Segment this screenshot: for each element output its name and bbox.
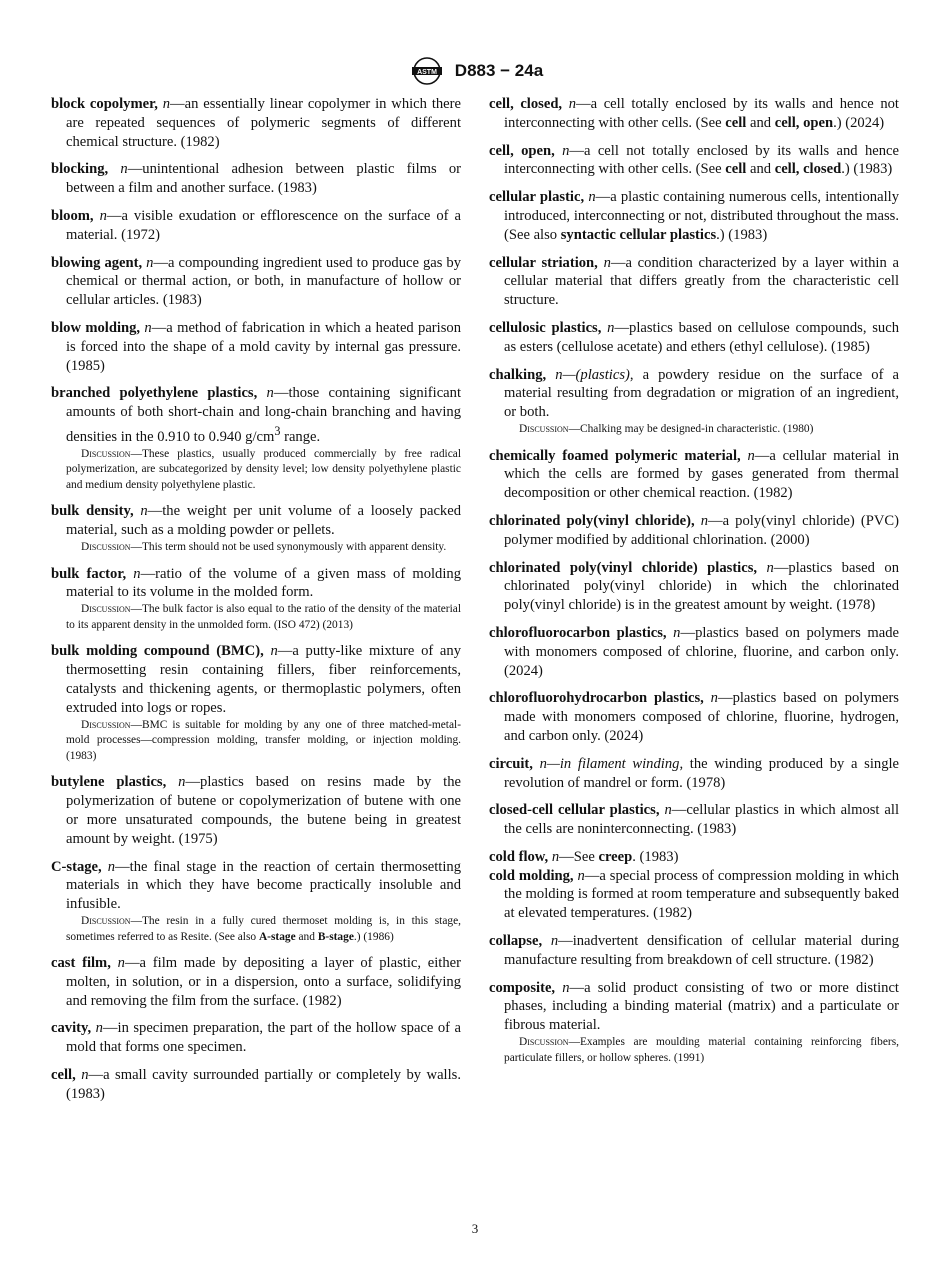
entry-definition: —plastics based on cellulose compounds, such as esters (cellulose acetate) and ethers (ethyl cellulose). (1985) [504,319,899,355]
glossary-entry [489,755,899,793]
glossary-entry [51,95,461,151]
discussion-note [66,540,461,556]
entry-term: collapse, [489,933,543,950]
glossary-entry [489,188,899,244]
entry-term: bulk density, [51,503,134,520]
part-of-speech: n [178,774,186,791]
entry-definition: —a cellular material in which the cells are formed by gases generated from thermal decomposition or other chemical reaction. (1982) [504,447,899,502]
entry-definition-cont: and [746,161,775,178]
discussion-text: .) (1986) [353,930,394,943]
glossary-entry [51,319,461,375]
entry-definition: —a poly(vinyl chloride) (PVC) polymer modified by additional chlorination. (2000) [504,512,899,548]
entry-term: blocking, [51,161,109,178]
document-designation: D883 − 24a [454,61,544,80]
entry-definition: —a cell totally enclosed by its walls and hence not interconnecting with other cells. (See [504,96,899,131]
discussion-text: —Chalking may be designed-in characteristic. (1980) [568,422,814,435]
entry-definition-cont: and [746,114,775,131]
glossary-entry [51,858,461,946]
part-of-speech: n [539,755,547,772]
part-of-speech: n [550,933,559,950]
discussion-note [66,914,461,945]
entry-definition: —plastics based on polymers made with monomers composed of chlorine, fluorine, and carbon only. (2024) [504,624,900,679]
entry-term: bloom, [51,207,94,224]
entry-definition: —plastics based on chlorinated poly(vinyl chloride) in which the chlorinated poly(vinyl chloride) is in the greatest amount by weight. (1978) [504,559,899,614]
entry-term: closed-cell cellular plastics, [489,802,660,819]
part-of-speech: n [551,848,560,865]
part-of-speech: n [146,254,154,271]
discussion-note [504,1035,899,1066]
entry-term: blow molding, [51,319,141,336]
glossary-entry [51,502,461,555]
discussion-label: Discussion [81,718,131,731]
entry-definition-cont: .) (2024) [833,114,885,131]
entry-definition: —a visible exudation or efflorescence on the surface of a material. (1972) [66,207,461,243]
entry-definition: —a solid product consisting of two or more distinct phases, including a binding material (matrix) and a particulate or fibrous material. [504,979,899,1034]
glossary-entry [489,559,899,615]
part-of-speech: n [568,96,577,112]
entry-term: cold flow, [489,848,549,865]
cross-reference: cell [725,114,747,131]
entry-term: chalking, [489,366,547,383]
entry-definition: —in specimen preparation, the part of the hollow space of a mold that forms one specimen. [66,1020,461,1056]
glossary-entry [489,512,899,550]
discussion-text: —These plastics, usually produced commercially by free radical polymerization, are subcategorized by density level; low density polyethylene plastic and medium density polyethylene plastic. [66,447,461,491]
entry-definition: —an essentially linear copolymer in which there are repeated sequences of polymeric segments of different chemical structure. (1982) [66,96,461,150]
entry-definition: , a powdery residue on the surface of a material resulting from degradation or migration of an ingredient, or both. [504,366,899,421]
discussion-text: —BMC is suitable for molding by any one of three matched-metal-mold processes—compression molding, transfer molding, or injection molding. (1983) [66,718,461,762]
part-of-speech: n [133,565,141,582]
entry-definition: —inadvertent densification of cellular material during manufacture resulting from breakdown of cell structure. (1982) [504,933,899,968]
entry-definition-cont: .) (1983) [716,226,768,243]
glossary-entry [489,95,899,133]
entry-definition-cont: range. [280,428,321,445]
entry-term: chlorofluorohydrocarbon plastics, [489,690,704,707]
glossary-entry [489,801,899,839]
part-of-speech: n [162,96,171,112]
part-of-speech: n [673,624,681,641]
entry-definition: —a method of fabrication in which a heated parison is forced into the shape of a mold cavity by internal gas pressure. (1985) [66,319,461,374]
entry-term: cavity, [51,1020,92,1037]
glossary-entry [51,207,461,245]
glossary-entry [489,142,899,180]
glossary-entry [489,319,899,357]
glossary-entry [489,867,899,923]
glossary-entry [489,254,899,310]
glossary-entry [51,565,461,634]
discussion-label: Discussion [519,1036,569,1049]
part-of-speech: n [140,503,148,520]
glossary-entry [51,160,461,198]
part-of-speech: n [266,385,274,402]
entry-term: blowing agent, [51,254,143,271]
entry-definition: —a small cavity surrounded partially or completely by walls. (1983) [66,1067,461,1102]
entry-term: cast film, [51,955,111,972]
cross-reference: cell [725,161,747,178]
entry-definition: —a special process of compression molding in which the molding is formed at room temperature and subsequently baked at elevated temperatures. (1982) [504,867,900,922]
entry-term: cellulosic plastics, [489,319,602,336]
entry-definition: —the final stage in the reaction of certain thermosetting materials in which they have become practically insoluble and infusible. [66,858,462,913]
part-of-speech: n [270,643,278,660]
entry-definition-cont: . (1983) [632,848,679,865]
entry-term: chlorofluorocarbon plastics, [489,624,667,641]
cross-reference: cell, closed [774,161,842,178]
part-of-speech: n [562,979,570,996]
entry-definition: —a cell not totally enclosed by its walls and hence interconnecting with other cells. (See [504,142,899,178]
discussion-label: Discussion [81,447,131,460]
part-of-speech: n [81,1067,89,1084]
entry-term: C-stage, [51,858,102,875]
entry-definition: —a compounding ingredient used to produce gas by chemical or thermal action, or both, in manufacture of hollow or cellular articles. (1983) [66,254,461,309]
part-of-speech: n [99,207,107,224]
cross-reference: A-stage [258,930,296,943]
part-of-speech: n [664,802,672,819]
part-of-speech: n [562,142,570,159]
entry-term: cellular striation, [489,254,598,271]
page-header [0,56,950,86]
discussion-text: —Examples are moulding material containing reinforcing fibers, particulate fillers, or hollow spheres. (1991) [504,1036,899,1064]
part-of-speech: n [607,319,615,336]
part-of-speech: n [747,447,755,464]
cross-reference: creep [598,848,633,865]
part-of-speech: n [555,366,563,383]
discussion-label: Discussion [81,914,131,927]
part-of-speech: n [95,1020,103,1037]
part-of-speech: n [588,189,596,206]
glossary-entry [51,1066,461,1104]
glossary-entry [51,954,461,1010]
cross-reference: B-stage [317,930,354,943]
glossary-entry [489,689,899,745]
entry-definition: —unintentional adhesion between plastic films or between a film and another surface. (1983) [66,161,462,197]
part-of-speech: n [577,867,585,884]
discussion-label: Discussion [519,422,569,435]
glossary-entry [489,624,899,680]
glossary-entry [489,447,899,503]
glossary-entry [51,384,461,493]
entry-term: chemically foamed polymeric material, [489,447,741,464]
entry-term: circuit, [489,755,533,772]
svg-text:ASTM: ASTM [416,68,437,76]
entry-term: butylene plastics, [51,774,167,791]
entry-term: cell, open, [489,142,555,159]
entry-definition: , the winding produced by a single revolution of mandrel or form. (1978) [504,755,900,791]
entry-definition: —a film made by depositing a layer of plastic, either molten, in solution, or in a dispersion, onto a surface, solidifying and removing the film from the surface. (1982) [66,955,461,1009]
discussion-label: Discussion [81,603,131,616]
cross-reference: cell, open [774,114,834,131]
glossary-entry [489,979,899,1067]
entry-definition: —ratio of the volume of a given mass of molding material to its volume in the molded form. [66,565,461,601]
left-column [51,95,461,1113]
entry-definition: —a condition characterized by a layer within a cellular material that differs greatly from the characteristic cell structure. [504,254,899,309]
discussion-text: and [295,930,318,943]
entry-term: block copolymer, [51,96,158,112]
entry-definition: —those containing significant amounts of both short-chain and long-chain branching and having densities in the 0.910 to 0.940 g/cm [66,385,462,445]
page-number: 3 [471,1221,479,1236]
entry-definition: —the weight per unit volume of a loosely packed material, such as a molding powder or pellets. [66,503,461,539]
discussion-text: —This term should not be used synonymously with apparent density. [130,540,447,553]
entry-term: chlorinated poly(vinyl chloride) plastics, [489,559,758,576]
discussion-note [504,422,899,438]
entry-term: cell, closed, [489,96,563,112]
entry-context: —(plastics) [562,366,630,383]
part-of-speech: n [700,512,708,529]
entry-definition: —cellular plastics in which almost all the cells are noninterconnecting. (1983) [504,802,900,838]
discussion-note [66,447,461,494]
part-of-speech: n [603,254,611,271]
entry-definition: —plastics based on resins made by the polymerization of butene or copolymerization of butene with one or more unsaturated compounds, the butene being in greatest amount by weight. (1975) [66,774,462,847]
entry-definition-cont: .) (1983) [841,161,893,178]
entry-term: chlorinated poly(vinyl chloride), [489,512,695,529]
entry-definition: —a plastic containing numerous cells, intentionally introduced, interconnecting or not, distributed throughout the mass. (See also [504,189,899,243]
part-of-speech: n [120,161,128,178]
discussion-note [66,602,461,633]
entry-term: composite, [489,979,556,996]
entry-term: cell, [51,1067,76,1084]
discussion-text: —The bulk factor is also equal to the ratio of the density of the material to its apparent density in the unmolded form. (ISO 472) (2013) [66,603,461,631]
part-of-speech: n [144,319,152,336]
glossary-entry [489,848,899,867]
glossary-entry [489,366,899,438]
discussion-text: —The resin in a fully cured thermoset molding is, in this stage, sometimes referred to as Resite. (See also [66,914,461,943]
glossary-entry [489,932,899,970]
glossary-entry [51,642,461,764]
entry-term: cellular plastic, [489,189,585,206]
glossary-entry [51,254,461,310]
astm-logo-icon [407,56,447,86]
entry-context: —in filament winding [546,755,680,772]
entry-term: bulk molding compound (BMC), [51,643,264,660]
discussion-label: Discussion [81,540,131,553]
discussion-note [66,718,461,765]
part-of-speech: n [107,858,116,875]
glossary-entry [51,1019,461,1057]
glossary-entry [51,773,461,848]
entry-term: bulk factor, [51,565,127,582]
cross-reference: syntactic cellular plastics [560,226,717,243]
superscript: 3 [274,423,281,438]
part-of-speech: n [710,690,718,707]
entry-definition: —See [559,848,599,865]
entry-definition: —a putty-like mixture of any thermosetting resin containing fillers, fiber reinforcements, catalysts and thickening agents, or thermoplastic polymers, often extruded into logs or ropes. [66,643,462,716]
part-of-speech: n [117,955,125,972]
entry-definition: —plastics based on polymers made with monomers composed of chlorine, fluorine, hydrogen, and carbon only. (2024) [504,690,899,744]
right-column [489,95,899,1075]
part-of-speech: n [766,559,774,576]
entry-term: branched polyethylene plastics, [51,385,258,402]
entry-term: cold molding, [489,867,574,884]
